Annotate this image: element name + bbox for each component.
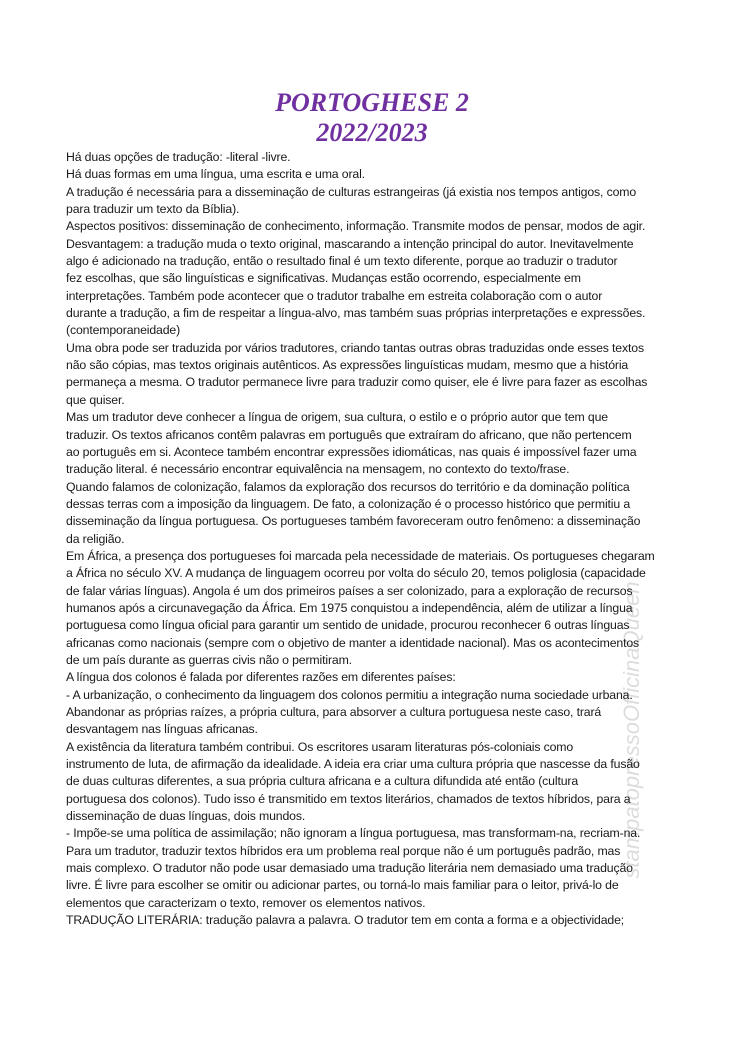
text-line: elementos que caracterizam o texto, remover os elementos nativos.	[66, 895, 426, 910]
text-line: fez escolhas, que são linguísticas e significativas. Mudanças estão ocorrendo, especialmente em	[66, 271, 581, 286]
text-line: Para um tradutor, traduzir textos híbridos era um problema real porque não é um português padrão, mas	[66, 843, 621, 858]
text-line: ao português em si. Acontece também encontrar expressões idiomáticas, nas quais é impossível fazer uma	[66, 444, 637, 459]
text-line: livre. É livre para escolher se omitir ou adicionar partes, ou torná-lo mais familiar para o leitor, privá-lo de	[66, 878, 619, 893]
text-line: (contemporaneidade)	[66, 323, 181, 338]
text-line: a África no século XV. A mudança de linguagem ocorreu por volta do século 20, temos poliglosia (capacidade	[66, 566, 646, 581]
text-line: interpretações. Também pode acontecer que o tradutor trabalhe em estreita colaboração com o autor	[66, 288, 603, 303]
document-title: PORTOGHESE 2	[275, 88, 469, 117]
text-line: dessas terras com a imposição da linguagem. De fato, a colonização é o processo histórico que permitiu a	[66, 496, 631, 511]
text-line: para traduzir um texto da Bíblia).	[66, 202, 240, 217]
text-line: Aspectos positivos: disseminação de conhecimento, informação. Transmite modos de pensar, modos de agir.	[66, 219, 646, 234]
text-line: portuguesa dos colonos). Tudo isso é transmitido em textos literários, chamados de textos híbridos, para a	[66, 791, 631, 806]
text-line: que quiser.	[66, 392, 125, 407]
text-line: Desvantagem: a tradução muda o texto original, mascarando a intenção principal do autor. Inevitavelmente	[66, 236, 634, 251]
text-line: A existência da literatura também contribui. Os escritores usaram literaturas pós-coloniais como	[66, 739, 574, 754]
text-line: A tradução é necessária para a disseminação de culturas estrangeiras (já existia nos tempos antigos, como	[66, 184, 637, 199]
text-line: tradução literal. é necessário encontrar equivalência na mensagem, no contexto do texto/frase.	[66, 462, 570, 477]
text-line: de um país durante as guerras civis não o permitiram.	[66, 652, 352, 667]
text-line: Mas um tradutor deve conhecer a língua de origem, sua cultura, o estilo e o próprio autor que tem que	[66, 410, 608, 425]
text-line: Uma obra pode ser traduzida por vários tradutores, criando tantas outras obras traduzidas onde esses textos	[66, 340, 644, 355]
text-line: africanas como nacionais (sempre com o objetivo de manter a identidade nacional). Mas os acontecimentos	[66, 635, 640, 650]
text-line: instrumento de luta, de afirmação da idealidade. A ideia era criar uma cultura própria que nascesse da fusão	[66, 757, 640, 772]
document-year: 2022/2023	[316, 118, 428, 147]
text-line: durante a tradução, a fim de respeitar a língua-alvo, mas também suas próprias interpretações e expressões.	[66, 306, 646, 321]
text-line: de duas culturas diferentes, a sua própria cultura africana e a cultura difundida até então (cultura	[66, 774, 579, 789]
text-line: não são cópias, mas textos originais autênticos. As expressões linguísticas mudam, mesmo que a história	[66, 358, 629, 373]
text-line: Há duas opções de tradução: -literal -livre.	[66, 150, 291, 164]
text-line: permaneça a mesma. O tradutor permanece livre para traduzir como quiser, ele é livre para fazer as escolhas	[66, 375, 648, 390]
text-line: traduzir. Os textos africanos contêm palavras em português que extraíram do africano, que não pertencem	[66, 427, 632, 442]
document-body	[66, 149, 696, 929]
text-line: portuguesa como língua oficial para garantir um sentido de unidade, procurou reconhecer 6 outras línguas	[66, 618, 630, 633]
text-line: Há duas formas em uma língua, uma escrita e uma oral.	[66, 167, 365, 182]
text-line: - Impõe-se uma política de assimilação; não ignoram a língua portuguesa, mas transformam-na, recriam-na.	[66, 826, 641, 841]
watermark: stampatopressoOfficinaQueen	[619, 581, 644, 879]
text-line: algo é adicionado na tradução, então o resultado final é um texto diferente, porque ao traduzir o tradutor	[66, 254, 618, 269]
text-line: humanos após a circunavegação da África. Em 1975 conquistou a independência, além de utilizar a língua	[66, 600, 633, 615]
text-line: Quando falamos de colonização, falamos da exploração dos recursos do território e da dominação política	[66, 479, 630, 494]
text-line: TRADUÇÃO LITERÁRIA: tradução palavra a palavra. O tradutor tem em conta a forma e a objectividade;	[66, 913, 625, 928]
text-line: Em África, a presença dos portugueses foi marcada pela necessidade de materiais. Os portugueses chegaram	[66, 548, 655, 563]
text-line: A língua dos colonos é falada por diferentes razões em diferentes países:	[66, 670, 456, 685]
text-line: da religião.	[66, 531, 125, 546]
text-line: - A urbanização, o conhecimento da linguagem dos colonos permitiu a integração numa sociedade urbana.	[66, 687, 633, 702]
text-line: Abandonar as próprias raízes, a própria cultura, para absorver a cultura portuguesa neste caso, trará	[66, 705, 602, 719]
text-line: disseminação de duas línguas, dois mundos.	[66, 809, 306, 824]
text-line: mais complexo. O tradutor não pode usar demasiado uma tradução literária nem demasiado uma tradução	[66, 861, 633, 876]
text-line: de falar várias línguas). Angola é um dos primeiros países a ser colonizado, para a exploração de recursos	[66, 583, 633, 598]
text-line: desvantagem nas línguas africanas.	[66, 722, 258, 737]
text-line: disseminação da língua portuguesa. Os portugueses também favoreceram outro fenômeno: a disseminação	[66, 514, 641, 529]
